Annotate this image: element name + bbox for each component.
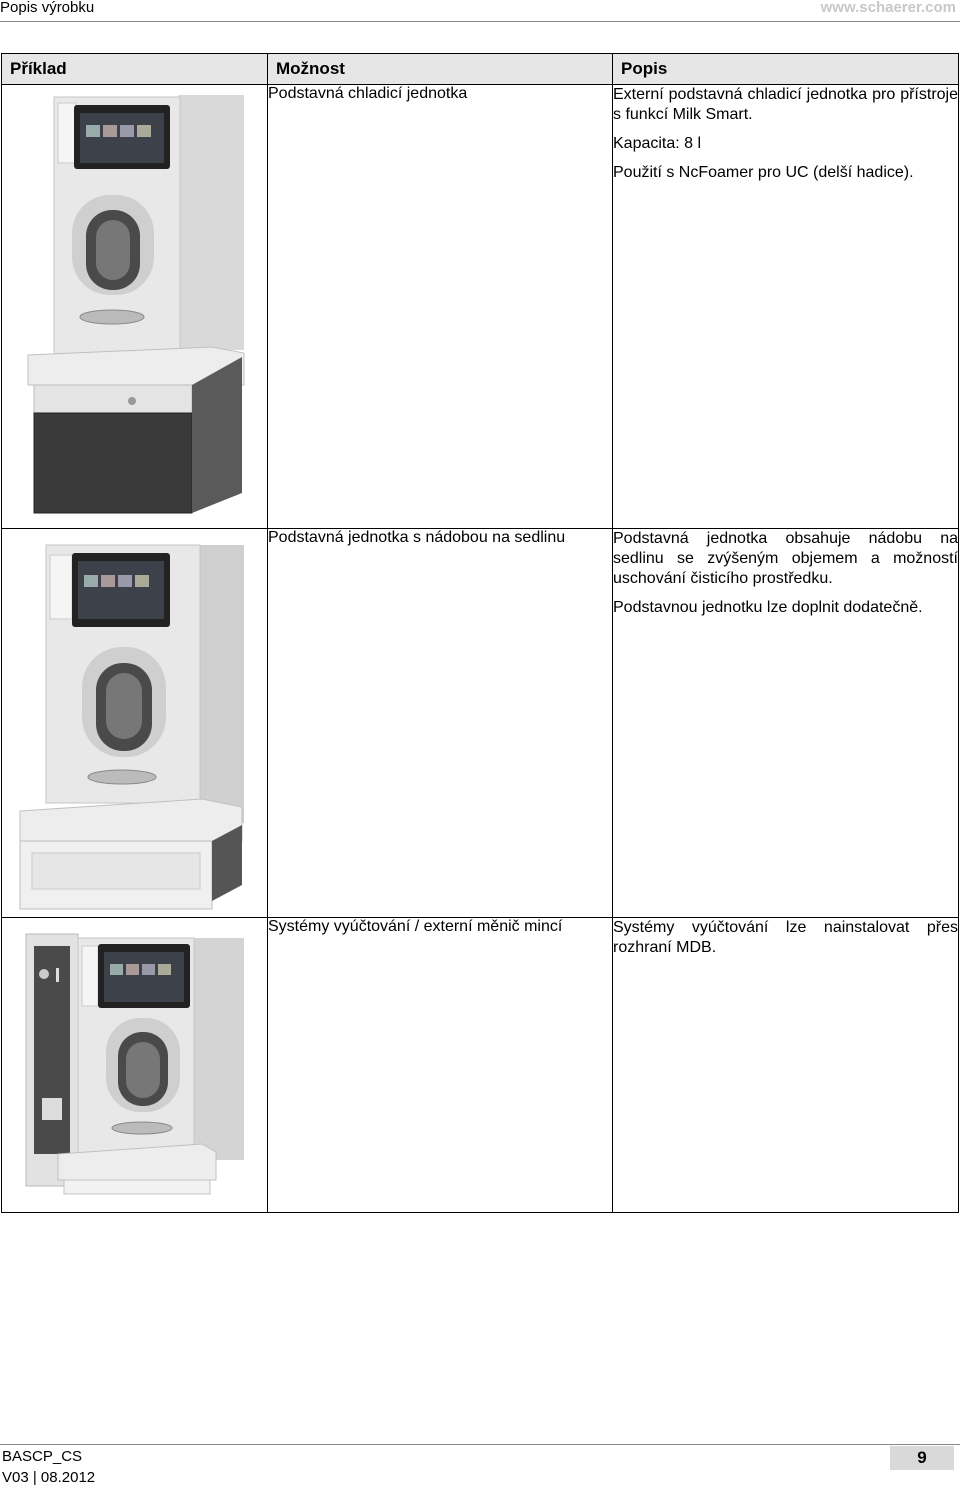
table-row bbox=[2, 918, 959, 1213]
header-divider bbox=[0, 21, 960, 22]
description-cell bbox=[613, 85, 959, 529]
column-header-example: Příklad bbox=[2, 54, 268, 85]
header-title: Popis výrobku bbox=[0, 0, 95, 16]
coffee-machine-with-cooling-unit-image bbox=[2, 85, 268, 528]
description-paragraph: Podstavnou jednotku lze doplnit dodatečně. bbox=[613, 599, 923, 616]
page-number: 9 bbox=[890, 1446, 954, 1470]
example-cell bbox=[2, 85, 268, 529]
description-cell bbox=[613, 918, 959, 1213]
example-cell bbox=[2, 529, 268, 918]
description-paragraph: Kapacita: 8 l bbox=[613, 135, 702, 152]
description-paragraph: Použití s NcFoamer pro UC (delší hadice). bbox=[613, 164, 914, 181]
coffee-machine-with-grounds-unit-image bbox=[2, 529, 268, 917]
description-paragraph: Externí podstavná chladicí jednotka pro přístroje s funkcí Milk Smart. bbox=[613, 86, 958, 123]
description-cell bbox=[613, 529, 959, 918]
footer-version: V03 | 08.2012 bbox=[2, 1469, 96, 1486]
option-cell: Systémy vyúčtování / externí měnič mincí bbox=[268, 918, 613, 1213]
coffee-machine-with-coin-changer-image bbox=[2, 918, 268, 1212]
table-header-row bbox=[2, 54, 959, 85]
example-cell bbox=[2, 918, 268, 1213]
column-header-option: Možnost bbox=[268, 54, 613, 85]
table-row bbox=[2, 529, 959, 918]
footer-divider bbox=[0, 1444, 960, 1445]
option-cell: Podstavná jednotka s nádobou na sedlinu bbox=[268, 529, 613, 918]
header-website: www.schaerer.com bbox=[820, 0, 956, 16]
description-paragraph: Systémy vyúčtování lze nainstalovat přes rozhraní MDB. bbox=[613, 919, 958, 956]
description-paragraph: Podstavná jednotka obsahuje nádobu na sedlinu se zvýšeným objemem a možností uschování čisticího prostředku. bbox=[613, 530, 958, 587]
column-header-description: Popis bbox=[613, 54, 959, 85]
options-table bbox=[1, 53, 959, 1213]
option-cell: Podstavná chladicí jednotka bbox=[268, 85, 613, 529]
footer-doc-id: BASCP_CS bbox=[2, 1448, 83, 1465]
table-row bbox=[2, 85, 959, 529]
